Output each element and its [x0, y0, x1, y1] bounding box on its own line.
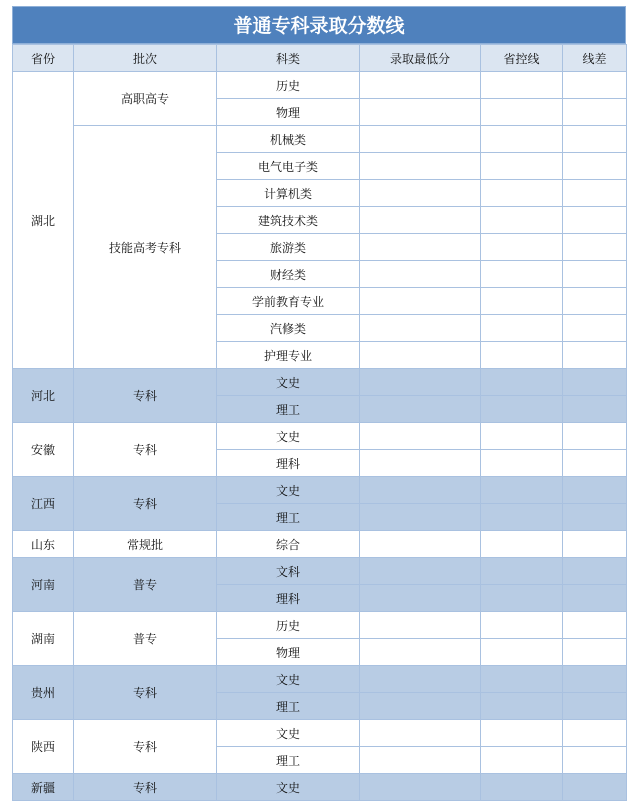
batch-cell: 专科 — [74, 369, 217, 423]
line-diff-cell — [563, 504, 627, 531]
control-line-cell — [481, 531, 563, 558]
min-score-cell — [360, 693, 481, 720]
control-line-cell — [481, 72, 563, 99]
min-score-cell — [360, 720, 481, 747]
control-line-cell — [481, 450, 563, 477]
line-diff-cell — [563, 261, 627, 288]
subject-cell: 学前教育专业 — [217, 288, 360, 315]
line-diff-cell — [563, 153, 627, 180]
subject-cell: 文史 — [217, 666, 360, 693]
control-line-cell — [481, 180, 563, 207]
control-line-cell — [481, 234, 563, 261]
min-score-cell — [360, 315, 481, 342]
batch-cell: 专科 — [74, 666, 217, 720]
line-diff-cell — [563, 774, 627, 801]
min-score-cell — [360, 207, 481, 234]
subject-cell: 建筑技术类 — [217, 207, 360, 234]
line-diff-cell — [563, 450, 627, 477]
line-diff-cell — [563, 585, 627, 612]
min-score-cell — [360, 288, 481, 315]
min-score-cell — [360, 477, 481, 504]
table-title: 普通专科录取分数线 — [12, 6, 626, 44]
subject-cell: 汽修类 — [217, 315, 360, 342]
subject-cell: 旅游类 — [217, 234, 360, 261]
subject-cell: 文史 — [217, 477, 360, 504]
table-row — [13, 531, 627, 558]
subject-cell: 理工 — [217, 504, 360, 531]
line-diff-cell — [563, 558, 627, 585]
province-cell: 湖北 — [13, 72, 74, 369]
control-line-cell — [481, 126, 563, 153]
min-score-cell — [360, 774, 481, 801]
province-cell: 新疆 — [13, 774, 74, 801]
control-line-cell — [481, 585, 563, 612]
subject-cell: 物理 — [217, 99, 360, 126]
control-line-cell — [481, 666, 563, 693]
subject-cell: 文史 — [217, 423, 360, 450]
line-diff-cell — [563, 612, 627, 639]
province-cell: 湖南 — [13, 612, 74, 666]
min-score-cell — [360, 369, 481, 396]
subject-cell: 综合 — [217, 531, 360, 558]
line-diff-cell — [563, 99, 627, 126]
line-diff-cell — [563, 315, 627, 342]
line-diff-cell — [563, 207, 627, 234]
subject-cell: 文史 — [217, 774, 360, 801]
header-batch: 批次 — [74, 45, 217, 72]
control-line-cell — [481, 693, 563, 720]
min-score-cell — [360, 585, 481, 612]
subject-cell: 计算机类 — [217, 180, 360, 207]
control-line-cell — [481, 774, 563, 801]
line-diff-cell — [563, 234, 627, 261]
line-diff-cell — [563, 747, 627, 774]
control-line-cell — [481, 612, 563, 639]
table-row — [13, 72, 627, 99]
min-score-cell — [360, 234, 481, 261]
min-score-cell — [360, 747, 481, 774]
table-row — [13, 774, 627, 801]
subject-cell: 物理 — [217, 639, 360, 666]
province-cell: 贵州 — [13, 666, 74, 720]
line-diff-cell — [563, 369, 627, 396]
header-line-diff: 线差 — [563, 45, 627, 72]
min-score-cell — [360, 666, 481, 693]
control-line-cell — [481, 315, 563, 342]
control-line-cell — [481, 369, 563, 396]
min-score-cell — [360, 261, 481, 288]
control-line-cell — [481, 396, 563, 423]
line-diff-cell — [563, 423, 627, 450]
batch-cell: 专科 — [74, 720, 217, 774]
min-score-cell — [360, 396, 481, 423]
control-line-cell — [481, 207, 563, 234]
min-score-cell — [360, 72, 481, 99]
line-diff-cell — [563, 639, 627, 666]
control-line-cell — [481, 288, 563, 315]
subject-cell: 历史 — [217, 72, 360, 99]
subject-cell: 护理专业 — [217, 342, 360, 369]
line-diff-cell — [563, 666, 627, 693]
control-line-cell — [481, 639, 563, 666]
header-subject: 科类 — [217, 45, 360, 72]
header-min-score: 录取最低分 — [360, 45, 481, 72]
line-diff-cell — [563, 477, 627, 504]
header-control-line: 省控线 — [481, 45, 563, 72]
table-row — [13, 477, 627, 504]
province-cell: 山东 — [13, 531, 74, 558]
province-cell: 江西 — [13, 477, 74, 531]
batch-cell: 高职高专 — [74, 72, 217, 126]
control-line-cell — [481, 423, 563, 450]
subject-cell: 文史 — [217, 720, 360, 747]
min-score-cell — [360, 639, 481, 666]
table-row — [13, 126, 627, 153]
subject-cell: 理工 — [217, 693, 360, 720]
subject-cell: 理科 — [217, 450, 360, 477]
table-body — [13, 72, 627, 801]
subject-cell: 文史 — [217, 369, 360, 396]
control-line-cell — [481, 477, 563, 504]
subject-cell: 理工 — [217, 396, 360, 423]
min-score-cell — [360, 99, 481, 126]
control-line-cell — [481, 747, 563, 774]
line-diff-cell — [563, 531, 627, 558]
header-province: 省份 — [13, 45, 74, 72]
control-line-cell — [481, 720, 563, 747]
score-table — [12, 44, 627, 801]
subject-cell: 文科 — [217, 558, 360, 585]
subject-cell: 理工 — [217, 747, 360, 774]
line-diff-cell — [563, 720, 627, 747]
province-cell: 安徽 — [13, 423, 74, 477]
batch-cell: 普专 — [74, 558, 217, 612]
line-diff-cell — [563, 180, 627, 207]
batch-cell: 技能高考专科 — [74, 126, 217, 369]
subject-cell: 历史 — [217, 612, 360, 639]
province-cell: 陕西 — [13, 720, 74, 774]
min-score-cell — [360, 450, 481, 477]
line-diff-cell — [563, 342, 627, 369]
control-line-cell — [481, 99, 563, 126]
line-diff-cell — [563, 72, 627, 99]
table-row — [13, 558, 627, 585]
header-row — [13, 45, 627, 72]
table-row — [13, 369, 627, 396]
min-score-cell — [360, 126, 481, 153]
province-cell: 河南 — [13, 558, 74, 612]
table-row — [13, 612, 627, 639]
control-line-cell — [481, 153, 563, 180]
line-diff-cell — [563, 288, 627, 315]
min-score-cell — [360, 180, 481, 207]
subject-cell: 理科 — [217, 585, 360, 612]
control-line-cell — [481, 342, 563, 369]
batch-cell: 专科 — [74, 477, 217, 531]
batch-cell: 常规批 — [74, 531, 217, 558]
min-score-cell — [360, 504, 481, 531]
min-score-cell — [360, 531, 481, 558]
control-line-cell — [481, 504, 563, 531]
min-score-cell — [360, 153, 481, 180]
line-diff-cell — [563, 126, 627, 153]
table-row — [13, 666, 627, 693]
batch-cell: 专科 — [74, 774, 217, 801]
min-score-cell — [360, 612, 481, 639]
batch-cell: 专科 — [74, 423, 217, 477]
line-diff-cell — [563, 693, 627, 720]
batch-cell: 普专 — [74, 612, 217, 666]
min-score-cell — [360, 558, 481, 585]
min-score-cell — [360, 342, 481, 369]
province-cell: 河北 — [13, 369, 74, 423]
score-table-container — [12, 6, 626, 801]
control-line-cell — [481, 261, 563, 288]
subject-cell: 机械类 — [217, 126, 360, 153]
table-row — [13, 720, 627, 747]
line-diff-cell — [563, 396, 627, 423]
table-row — [13, 423, 627, 450]
subject-cell: 财经类 — [217, 261, 360, 288]
subject-cell: 电气电子类 — [217, 153, 360, 180]
control-line-cell — [481, 558, 563, 585]
min-score-cell — [360, 423, 481, 450]
